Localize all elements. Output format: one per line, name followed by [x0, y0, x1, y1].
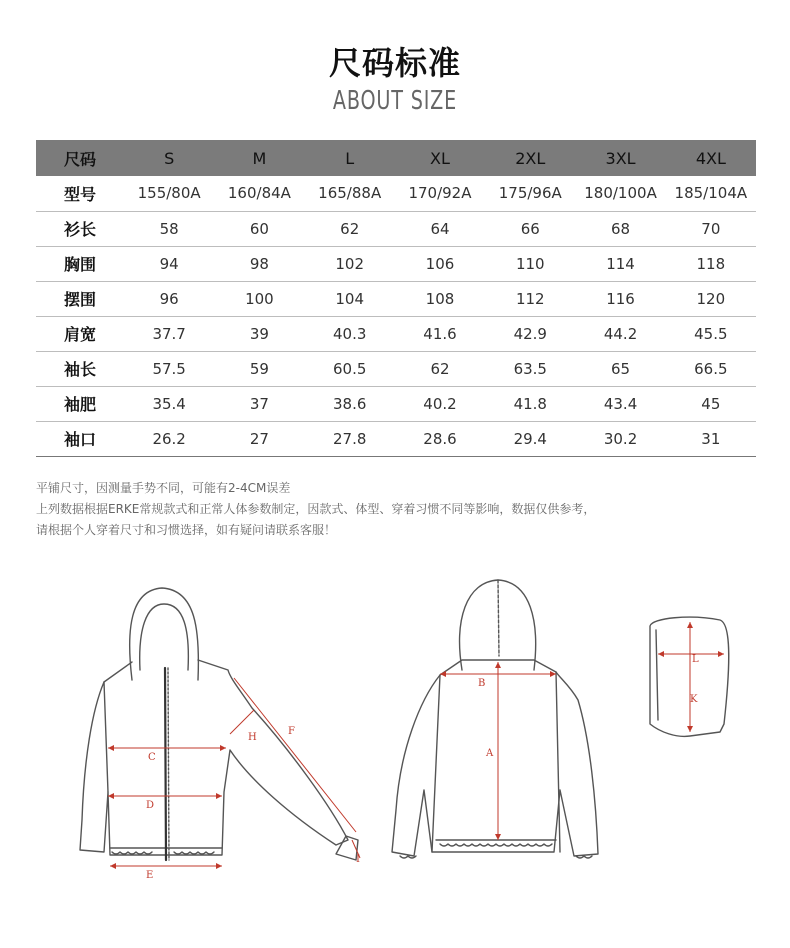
label-f: F [288, 726, 295, 737]
row-header: 型号 [63, 184, 96, 204]
table-cell: 66.5 [694, 359, 728, 378]
column-header: S [164, 148, 175, 168]
table-cell: 62 [340, 219, 360, 238]
table-cell: 100 [245, 289, 274, 308]
page-title: 尺码标准 [328, 44, 461, 82]
table-row [36, 176, 756, 211]
size-notes [36, 478, 756, 541]
table-cell: 165/88A [318, 184, 382, 203]
table-cell: 41.6 [423, 324, 457, 343]
note-line: 上列数据根据ERKE常规款式和正常人体参数制定，因款式、体型、穿着习惯不同等影响，数据仅供参考， [36, 502, 596, 516]
table-cell: 58 [159, 219, 179, 238]
table-cell: 96 [159, 289, 179, 308]
table-cell: 185/104A [674, 184, 748, 203]
table-cell: 170/92A [408, 184, 472, 203]
table-cell: 66 [520, 219, 540, 238]
table-cell: 26.2 [152, 429, 186, 448]
table-cell: 40.3 [333, 324, 367, 343]
row-header: 胸围 [63, 255, 96, 274]
table-cell: 42.9 [513, 324, 547, 343]
column-header: L [345, 148, 355, 168]
size-table [36, 140, 756, 457]
table-cell: 114 [606, 254, 635, 273]
table-cell: 30.2 [603, 429, 638, 448]
table-cell: 63.5 [513, 359, 547, 378]
table-cell: 44.2 [603, 324, 638, 343]
label-l: L [692, 654, 699, 665]
table-cell: 106 [425, 254, 455, 273]
front-jacket-illustration [80, 588, 358, 860]
table-cell: 104 [335, 289, 365, 308]
table-cell: 110 [515, 254, 545, 273]
table-header-row [36, 140, 756, 176]
table-cell: 43.4 [603, 394, 638, 413]
row-header: 袖口 [63, 430, 96, 449]
table-cell: 60 [249, 219, 269, 238]
row-header: 衫长 [63, 220, 96, 239]
table-cell: 160/84A [227, 184, 291, 203]
table-row [36, 316, 756, 351]
label-c: C [148, 752, 156, 763]
label-a: A [486, 748, 494, 759]
table-row [36, 211, 756, 246]
table-cell: 28.6 [423, 429, 457, 448]
column-header: XL [430, 148, 450, 168]
measurement-diagram [0, 560, 790, 948]
table-cell: 60.5 [333, 359, 367, 378]
note-line: 平铺尺寸，因测量手势不同，可能有2-4CM误差 [36, 481, 291, 495]
table-row [36, 421, 756, 456]
table-cell: 39 [249, 324, 269, 343]
table-cell: 45.5 [694, 324, 728, 343]
measurement-labels [146, 654, 699, 881]
table-cell: 27 [249, 429, 269, 448]
row-header: 摆围 [63, 290, 96, 309]
row-header: 袖肥 [63, 395, 96, 414]
table-cell: 45 [701, 394, 721, 413]
table-cell: 41.8 [513, 394, 547, 413]
label-d: D [146, 800, 155, 811]
table-cell: 27.8 [333, 429, 367, 448]
table-row [36, 246, 756, 281]
column-header: M [252, 148, 267, 168]
table-cell: 59 [249, 359, 269, 378]
row-header: 肩宽 [63, 325, 96, 344]
table-cell: 120 [696, 289, 726, 308]
table-cell: 175/96A [498, 184, 562, 203]
table-cell: 31 [701, 429, 721, 448]
label-k: K [690, 694, 698, 705]
table-cell: 108 [425, 289, 455, 308]
note-line: 请根据个人穿着尺寸和习惯选择，如有疑问请联系客服！ [36, 523, 337, 537]
table-row [36, 281, 756, 316]
table-cell: 94 [159, 254, 179, 273]
table-cell: 116 [606, 289, 635, 308]
table-cell: 64 [430, 219, 450, 238]
table-row [36, 386, 756, 421]
table-cell: 37.7 [152, 324, 186, 343]
table-cell: 68 [611, 219, 631, 238]
table-cell: 37 [249, 394, 269, 413]
table-cell: 62 [430, 359, 450, 378]
hood-illustration [650, 617, 729, 736]
label-e: E [146, 870, 154, 881]
table-cell: 57.5 [152, 359, 186, 378]
table-cell: 40.2 [423, 394, 457, 413]
table-cell: 112 [515, 289, 545, 308]
table-cell: 155/80A [137, 184, 201, 203]
measurement-lines [108, 622, 724, 869]
table-row [36, 351, 756, 386]
table-cell: 38.6 [333, 394, 367, 413]
table-cell: 102 [335, 254, 365, 273]
label-i: I [356, 854, 360, 865]
table-cell: 180/100A [584, 184, 657, 203]
back-jacket-illustration [392, 580, 598, 858]
table-cell: 70 [701, 219, 721, 238]
table-cell: 98 [249, 254, 269, 273]
table-cell: 65 [611, 359, 631, 378]
table-cell: 118 [696, 254, 726, 273]
column-header: 4XL [695, 148, 726, 168]
row-header: 袖长 [63, 360, 96, 379]
page-subtitle: ABOUT SIZE [332, 86, 458, 116]
column-header: 2XL [515, 148, 546, 168]
label-b: B [478, 678, 486, 689]
column-header: 尺码 [63, 149, 96, 169]
table-cell: 29.4 [513, 429, 547, 448]
label-h: H [248, 732, 257, 743]
table-cell: 35.4 [152, 394, 186, 413]
column-header: 3XL [605, 148, 636, 168]
